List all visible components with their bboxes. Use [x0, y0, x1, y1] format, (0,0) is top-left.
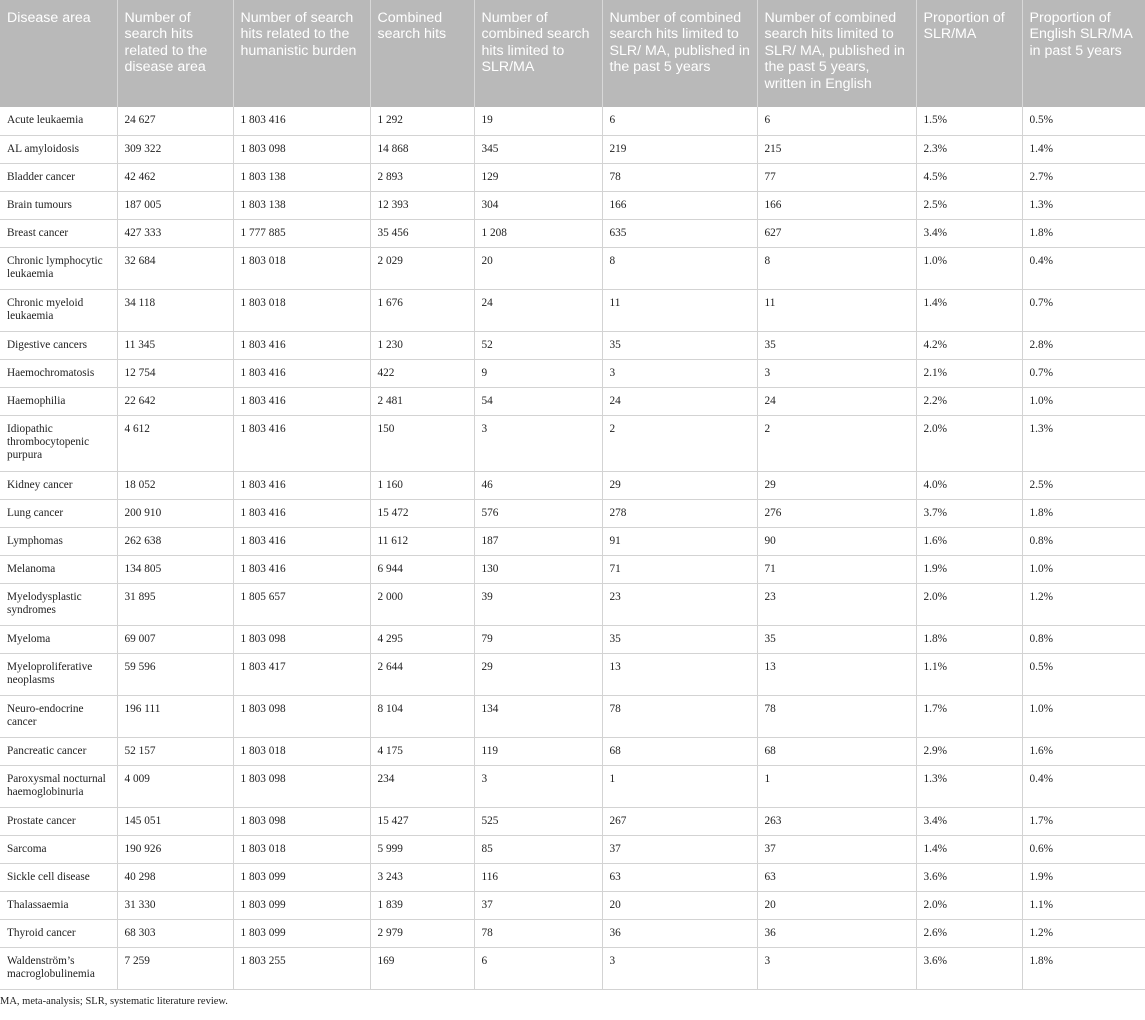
table-cell: 1 208 [474, 219, 602, 247]
table-cell: 35 [602, 625, 757, 653]
table-cell: 63 [757, 863, 916, 891]
table-cell: 2 893 [370, 163, 474, 191]
table-cell: 2 [757, 415, 916, 471]
table-cell: 166 [757, 191, 916, 219]
table-cell: 1.3% [916, 765, 1022, 807]
disease-area-cell: Breast cancer [0, 219, 117, 247]
table-cell: 1 803 416 [233, 499, 370, 527]
column-header: Disease area [0, 0, 117, 107]
table-cell: 12 393 [370, 191, 474, 219]
table-row [0, 247, 1145, 289]
table-cell: 90 [757, 527, 916, 555]
table-cell: 2.2% [916, 387, 1022, 415]
table-row [0, 583, 1145, 625]
table-cell: 34 118 [117, 289, 233, 331]
disease-area-cell: Chronic myeloid leukaemia [0, 289, 117, 331]
header-row [0, 0, 1145, 107]
table-cell: 278 [602, 499, 757, 527]
table-cell: 4 009 [117, 765, 233, 807]
table-cell: 63 [602, 863, 757, 891]
table-cell: 1.0% [1022, 695, 1145, 737]
table-body [0, 107, 1145, 989]
disease-area-cell: Idiopathic thrombocytopenic purpura [0, 415, 117, 471]
table-cell: 37 [602, 835, 757, 863]
table-cell: 1.4% [916, 289, 1022, 331]
table-cell: 2 [602, 415, 757, 471]
table-cell: 71 [602, 555, 757, 583]
table-cell: 0.8% [1022, 625, 1145, 653]
disease-area-cell: Myelodysplastic syndromes [0, 583, 117, 625]
table-cell: 1.9% [916, 555, 1022, 583]
table-cell: 39 [474, 583, 602, 625]
table-cell: 19 [474, 107, 602, 135]
table-cell: 129 [474, 163, 602, 191]
table-cell: 1 803 018 [233, 835, 370, 863]
table-cell: 1 803 099 [233, 919, 370, 947]
table-cell: 196 111 [117, 695, 233, 737]
table-footnote: MA, meta-analysis; SLR, systematic literature review. [0, 995, 228, 1007]
table-cell: 427 333 [117, 219, 233, 247]
table-cell: 267 [602, 807, 757, 835]
table-cell: 37 [757, 835, 916, 863]
table-cell: 32 684 [117, 247, 233, 289]
table-cell: 11 612 [370, 527, 474, 555]
column-header: Number of combined search hits limited to SLR/ MA, published in the past 5 years, written in English [757, 0, 916, 107]
table-cell: 35 [757, 331, 916, 359]
table-cell: 2 029 [370, 247, 474, 289]
table-cell: 6 [757, 107, 916, 135]
table-cell: 1.8% [1022, 219, 1145, 247]
table-cell: 1 230 [370, 331, 474, 359]
table-cell: 304 [474, 191, 602, 219]
table-cell: 31 330 [117, 891, 233, 919]
table-cell: 1.6% [1022, 737, 1145, 765]
table-cell: 1 803 416 [233, 527, 370, 555]
column-header: Number of search hits related to the humanistic burden [233, 0, 370, 107]
table-cell: 36 [602, 919, 757, 947]
table-cell: 37 [474, 891, 602, 919]
table-cell: 4 175 [370, 737, 474, 765]
table-row [0, 135, 1145, 163]
table-cell: 78 [474, 919, 602, 947]
column-header: Number of combined search hits limited to SLR/ MA, published in the past 5 years [602, 0, 757, 107]
table-cell: 2.0% [916, 583, 1022, 625]
table-cell: 3.4% [916, 807, 1022, 835]
table-cell: 71 [757, 555, 916, 583]
table-cell: 13 [602, 653, 757, 695]
table-cell: 150 [370, 415, 474, 471]
column-header: Proportion of English SLR/MA in past 5 years [1022, 0, 1145, 107]
table-row [0, 359, 1145, 387]
table-cell: 1.2% [1022, 919, 1145, 947]
table-cell: 525 [474, 807, 602, 835]
table-row [0, 107, 1145, 135]
table-cell: 3 [757, 359, 916, 387]
table-cell: 13 [757, 653, 916, 695]
table-row [0, 499, 1145, 527]
table-cell: 1 803 098 [233, 807, 370, 835]
column-header: Number of combined search hits limited to SLR/MA [474, 0, 602, 107]
table-cell: 35 456 [370, 219, 474, 247]
disease-area-cell: Neuro-endocrine cancer [0, 695, 117, 737]
disease-area-cell: Thyroid cancer [0, 919, 117, 947]
table-cell: 2 000 [370, 583, 474, 625]
table-cell: 1 839 [370, 891, 474, 919]
table-row [0, 527, 1145, 555]
table-cell: 1 803 416 [233, 555, 370, 583]
table-cell: 78 [602, 695, 757, 737]
table-cell: 1 803 416 [233, 387, 370, 415]
table-cell: 1.1% [1022, 891, 1145, 919]
table-cell: 1.7% [916, 695, 1022, 737]
table-cell: 1.5% [916, 107, 1022, 135]
table-cell: 9 [474, 359, 602, 387]
table-cell: 2.8% [1022, 331, 1145, 359]
table-cell: 200 910 [117, 499, 233, 527]
table-cell: 1 805 657 [233, 583, 370, 625]
table-cell: 1 803 099 [233, 891, 370, 919]
table-cell: 23 [602, 583, 757, 625]
disease-area-cell: Paroxysmal nocturnal haemoglobinuria [0, 765, 117, 807]
table-cell: 187 005 [117, 191, 233, 219]
table-row [0, 219, 1145, 247]
disease-area-cell: Brain tumours [0, 191, 117, 219]
table-cell: 24 [757, 387, 916, 415]
table-cell: 8 104 [370, 695, 474, 737]
table-cell: 1 803 416 [233, 359, 370, 387]
table-cell: 52 [474, 331, 602, 359]
table-cell: 576 [474, 499, 602, 527]
table-cell: 635 [602, 219, 757, 247]
table-cell: 6 [602, 107, 757, 135]
table-cell: 8 [757, 247, 916, 289]
table-cell: 0.5% [1022, 107, 1145, 135]
table-cell: 29 [474, 653, 602, 695]
table-cell: 1.0% [1022, 387, 1145, 415]
table-cell: 77 [757, 163, 916, 191]
table-cell: 15 472 [370, 499, 474, 527]
table-cell: 0.4% [1022, 765, 1145, 807]
table-row [0, 863, 1145, 891]
table-cell: 54 [474, 387, 602, 415]
table-row [0, 835, 1145, 863]
table-cell: 1.8% [916, 625, 1022, 653]
table-cell: 116 [474, 863, 602, 891]
table-cell: 2.1% [916, 359, 1022, 387]
table-cell: 1 777 885 [233, 219, 370, 247]
table-cell: 1 803 416 [233, 107, 370, 135]
table-cell: 11 [602, 289, 757, 331]
table-cell: 1 [602, 765, 757, 807]
column-header: Proportion of SLR/MA [916, 0, 1022, 107]
table-row [0, 163, 1145, 191]
table-cell: 29 [757, 471, 916, 499]
table-row [0, 289, 1145, 331]
table-cell: 2.9% [916, 737, 1022, 765]
table-cell: 68 303 [117, 919, 233, 947]
table-cell: 12 754 [117, 359, 233, 387]
table-cell: 1 803 416 [233, 471, 370, 499]
table-cell: 3.6% [916, 863, 1022, 891]
table-cell: 20 [757, 891, 916, 919]
table-cell: 1 803 098 [233, 625, 370, 653]
table-cell: 35 [757, 625, 916, 653]
table-cell: 1 803 018 [233, 737, 370, 765]
table-cell: 1.8% [1022, 499, 1145, 527]
table-cell: 11 345 [117, 331, 233, 359]
table-cell: 2.3% [916, 135, 1022, 163]
table-row [0, 947, 1145, 989]
table-row [0, 653, 1145, 695]
table-cell: 1 803 099 [233, 863, 370, 891]
table-cell: 130 [474, 555, 602, 583]
table-cell: 20 [474, 247, 602, 289]
table-cell: 1.3% [1022, 415, 1145, 471]
table-cell: 31 895 [117, 583, 233, 625]
table-cell: 234 [370, 765, 474, 807]
table-cell: 3 243 [370, 863, 474, 891]
disease-area-cell: Haemophilia [0, 387, 117, 415]
table-row [0, 625, 1145, 653]
table-cell: 40 298 [117, 863, 233, 891]
table-row [0, 765, 1145, 807]
table-cell: 134 [474, 695, 602, 737]
disease-area-cell: Kidney cancer [0, 471, 117, 499]
table-cell: 2.0% [916, 415, 1022, 471]
table-cell: 7 259 [117, 947, 233, 989]
table-cell: 78 [757, 695, 916, 737]
table-cell: 0.5% [1022, 653, 1145, 695]
disease-area-cell: Sickle cell disease [0, 863, 117, 891]
table-cell: 1 803 098 [233, 135, 370, 163]
table-cell: 85 [474, 835, 602, 863]
disease-area-cell: Prostate cancer [0, 807, 117, 835]
table-cell: 3.6% [916, 947, 1022, 989]
table-cell: 22 642 [117, 387, 233, 415]
table-cell: 1.8% [1022, 947, 1145, 989]
table-cell: 1.0% [1022, 555, 1145, 583]
table-row [0, 471, 1145, 499]
disease-area-cell: Sarcoma [0, 835, 117, 863]
table-row [0, 555, 1145, 583]
table-cell: 215 [757, 135, 916, 163]
table-cell: 0.7% [1022, 289, 1145, 331]
table-cell: 3 [602, 359, 757, 387]
table-row [0, 891, 1145, 919]
table-row [0, 919, 1145, 947]
table-cell: 4.5% [916, 163, 1022, 191]
table-cell: 78 [602, 163, 757, 191]
column-header: Number of search hits related to the disease area [117, 0, 233, 107]
table-cell: 1 803 098 [233, 765, 370, 807]
table-cell: 0.4% [1022, 247, 1145, 289]
disease-area-cell: Digestive cancers [0, 331, 117, 359]
disease-area-cell: Thalassaemia [0, 891, 117, 919]
table-cell: 1 803 255 [233, 947, 370, 989]
table-cell: 1 803 098 [233, 695, 370, 737]
table-cell: 46 [474, 471, 602, 499]
table-cell: 1 292 [370, 107, 474, 135]
table-cell: 145 051 [117, 807, 233, 835]
table-cell: 1 803 018 [233, 247, 370, 289]
table-cell: 1.4% [916, 835, 1022, 863]
table-cell: 6 944 [370, 555, 474, 583]
table-cell: 3 [602, 947, 757, 989]
table-cell: 42 462 [117, 163, 233, 191]
table-cell: 2.5% [1022, 471, 1145, 499]
table-cell: 1.4% [1022, 135, 1145, 163]
table-cell: 1 676 [370, 289, 474, 331]
table-cell: 35 [602, 331, 757, 359]
table-cell: 79 [474, 625, 602, 653]
table-cell: 68 [602, 737, 757, 765]
table-cell: 4 612 [117, 415, 233, 471]
table-cell: 4.2% [916, 331, 1022, 359]
table-header [0, 0, 1145, 107]
table-cell: 2.5% [916, 191, 1022, 219]
table-cell: 2 644 [370, 653, 474, 695]
table-cell: 2 979 [370, 919, 474, 947]
table-cell: 2 481 [370, 387, 474, 415]
table-cell: 1.6% [916, 527, 1022, 555]
table-cell: 119 [474, 737, 602, 765]
table-cell: 1.7% [1022, 807, 1145, 835]
table-cell: 166 [602, 191, 757, 219]
disease-area-cell: Myeloma [0, 625, 117, 653]
table-cell: 3 [757, 947, 916, 989]
table-cell: 422 [370, 359, 474, 387]
table-cell: 3 [474, 765, 602, 807]
table-cell: 6 [474, 947, 602, 989]
table-cell: 263 [757, 807, 916, 835]
table-row [0, 191, 1145, 219]
table-row [0, 695, 1145, 737]
table-cell: 1.9% [1022, 863, 1145, 891]
table-cell: 3.4% [916, 219, 1022, 247]
table-row [0, 807, 1145, 835]
table-cell: 8 [602, 247, 757, 289]
disease-area-cell: Acute leukaemia [0, 107, 117, 135]
table-cell: 4.0% [916, 471, 1022, 499]
table-cell: 1 803 138 [233, 191, 370, 219]
table-cell: 1 160 [370, 471, 474, 499]
table-cell: 1.3% [1022, 191, 1145, 219]
table-cell: 15 427 [370, 807, 474, 835]
table-cell: 1.2% [1022, 583, 1145, 625]
table-cell: 29 [602, 471, 757, 499]
table-cell: 187 [474, 527, 602, 555]
table-cell: 69 007 [117, 625, 233, 653]
table-cell: 1 803 018 [233, 289, 370, 331]
disease-area-cell: Chronic lymphocytic leukaemia [0, 247, 117, 289]
table-cell: 24 627 [117, 107, 233, 135]
table-cell: 68 [757, 737, 916, 765]
table-cell: 3.7% [916, 499, 1022, 527]
disease-area-cell: Lung cancer [0, 499, 117, 527]
table-cell: 1 803 416 [233, 331, 370, 359]
table-cell: 11 [757, 289, 916, 331]
disease-area-cell: Melanoma [0, 555, 117, 583]
table-cell: 59 596 [117, 653, 233, 695]
table-row [0, 415, 1145, 471]
table-cell: 3 [474, 415, 602, 471]
table-row [0, 737, 1145, 765]
disease-area-cell: Myeloproliferative neoplasms [0, 653, 117, 695]
disease-area-cell: Waldenström’s macroglobulinemia [0, 947, 117, 989]
table-cell: 627 [757, 219, 916, 247]
disease-area-cell: AL amyloidosis [0, 135, 117, 163]
table-cell: 24 [602, 387, 757, 415]
table-cell: 2.0% [916, 891, 1022, 919]
table-cell: 190 926 [117, 835, 233, 863]
table-row [0, 387, 1145, 415]
table-cell: 1 803 417 [233, 653, 370, 695]
table-cell: 0.8% [1022, 527, 1145, 555]
table-cell: 5 999 [370, 835, 474, 863]
table-cell: 2.6% [916, 919, 1022, 947]
table-cell: 4 295 [370, 625, 474, 653]
table-cell: 219 [602, 135, 757, 163]
table-cell: 24 [474, 289, 602, 331]
table-cell: 1 803 138 [233, 163, 370, 191]
table-cell: 1.0% [916, 247, 1022, 289]
table-cell: 276 [757, 499, 916, 527]
table-cell: 14 868 [370, 135, 474, 163]
table-cell: 134 805 [117, 555, 233, 583]
column-header: Combined search hits [370, 0, 474, 107]
table-cell: 36 [757, 919, 916, 947]
table-cell: 18 052 [117, 471, 233, 499]
table-cell: 262 638 [117, 527, 233, 555]
table-cell: 345 [474, 135, 602, 163]
table-cell: 169 [370, 947, 474, 989]
table-cell: 23 [757, 583, 916, 625]
table-cell: 1 [757, 765, 916, 807]
table-cell: 1.1% [916, 653, 1022, 695]
table-cell: 20 [602, 891, 757, 919]
disease-area-cell: Bladder cancer [0, 163, 117, 191]
table-cell: 309 322 [117, 135, 233, 163]
table-cell: 1 803 416 [233, 415, 370, 471]
table-cell: 52 157 [117, 737, 233, 765]
table-cell: 0.6% [1022, 835, 1145, 863]
disease-area-cell: Haemochromatosis [0, 359, 117, 387]
disease-area-cell: Pancreatic cancer [0, 737, 117, 765]
table-row [0, 331, 1145, 359]
table-cell: 91 [602, 527, 757, 555]
disease-area-cell: Lymphomas [0, 527, 117, 555]
table-cell: 2.7% [1022, 163, 1145, 191]
table-cell: 0.7% [1022, 359, 1145, 387]
